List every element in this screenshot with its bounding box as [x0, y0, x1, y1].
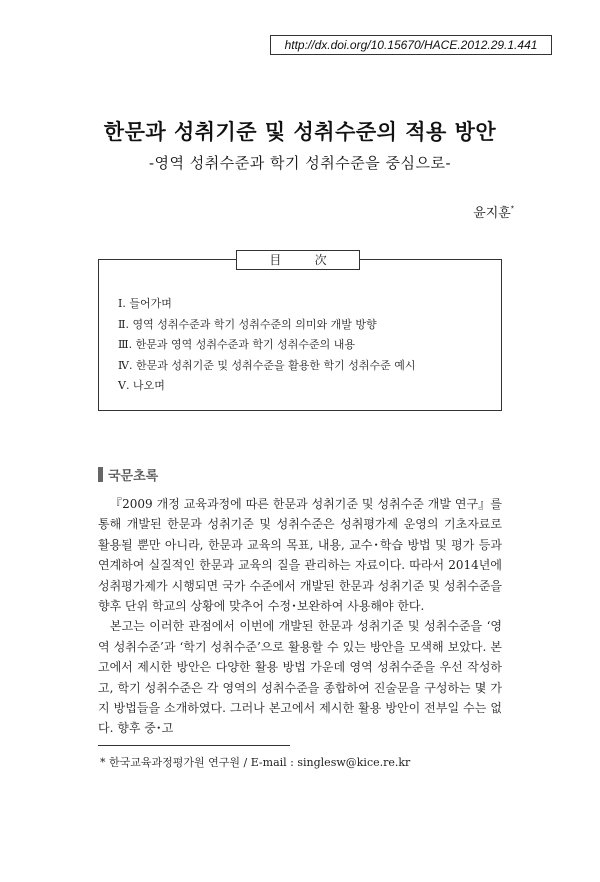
toc-item: Ⅰ. 들어가며	[118, 297, 172, 310]
author-footnote-mark: *	[510, 204, 514, 214]
doi-link[interactable]: http://dx.doi.org/10.15670/HACE.2012.29.1.441	[270, 35, 552, 55]
toc-item: Ⅱ. 영역 성취수준과 학기 성취수준의 의미와 개발 방향	[118, 317, 377, 331]
author-footnote: * 한국교육과정평가원 연구원 / E-mail : singlesw@kice.re.kr	[100, 756, 411, 769]
toc-list	[118, 294, 498, 397]
paper-title: 한문과 성취기준 및 성취수준의 적용 방안	[103, 119, 497, 144]
toc-item: Ⅴ. 나오며	[118, 379, 165, 392]
paper-subtitle: -영역 성취수준과 학기 성취수준을 중심으로-	[148, 154, 452, 172]
author-name	[473, 202, 514, 221]
toc-item: Ⅳ. 한문과 성취기준 및 성취수준을 활용한 학기 성취수준 예시	[118, 358, 416, 372]
abstract-paragraph: 『2009 개정 교육과정에 따른 한문과 성취기준 및 성취수준 개발 연구』를 통해 개발된 한문과 성취기준 및 성취수준은 성취평가제 운영의 기초자료로 활용될 뿐만 아니라, 한문과 교육의 목표, 내용, 교수･학습 방법 및 평가 등과 연계하여 실질적인 한문과 교육의 질을 관리하는 자료이다. 따라서 2014년에 성취평가제가 시행되면 국가 수준에서 개발된 한문과 성취기준 및 성취수준을 향후 단위 학교의 상황에 맞추어 수정･보완하여 사용해야 한다.	[98, 497, 502, 614]
author-text: 윤지훈	[473, 205, 511, 220]
abstract-paragraph: 본고는 이러한 관점에서 이번에 개발된 한문과 성취기준 및 성취수준을 ‘영역 성취수준’과 ‘학기 성취수준’으로 활용할 수 있는 방안을 모색해 보았다. 본고에서 제시한 방안은 다양한 활용 방법 가운데 영역 성취수준을 우선 작성하고, 학기 성취수준은 각 영역의 성취수준을 종합하여 진술문을 구성하는 몇 가지 방법들을 소개하였다. 그러나 본고에서 제시한 활용 방안이 전부일 수는 없다. 향후 중･고	[98, 619, 502, 736]
toc-heading: 目 次	[236, 250, 360, 270]
abstract-body	[98, 494, 502, 739]
abstract-heading	[98, 466, 158, 482]
footnote-divider	[98, 745, 290, 746]
abstract-heading-text: 국문초록	[108, 467, 159, 483]
heading-bar-icon	[98, 467, 103, 482]
toc-item: Ⅲ. 한문과 영역 성취수준과 학기 성취수준의 내용	[118, 338, 355, 351]
